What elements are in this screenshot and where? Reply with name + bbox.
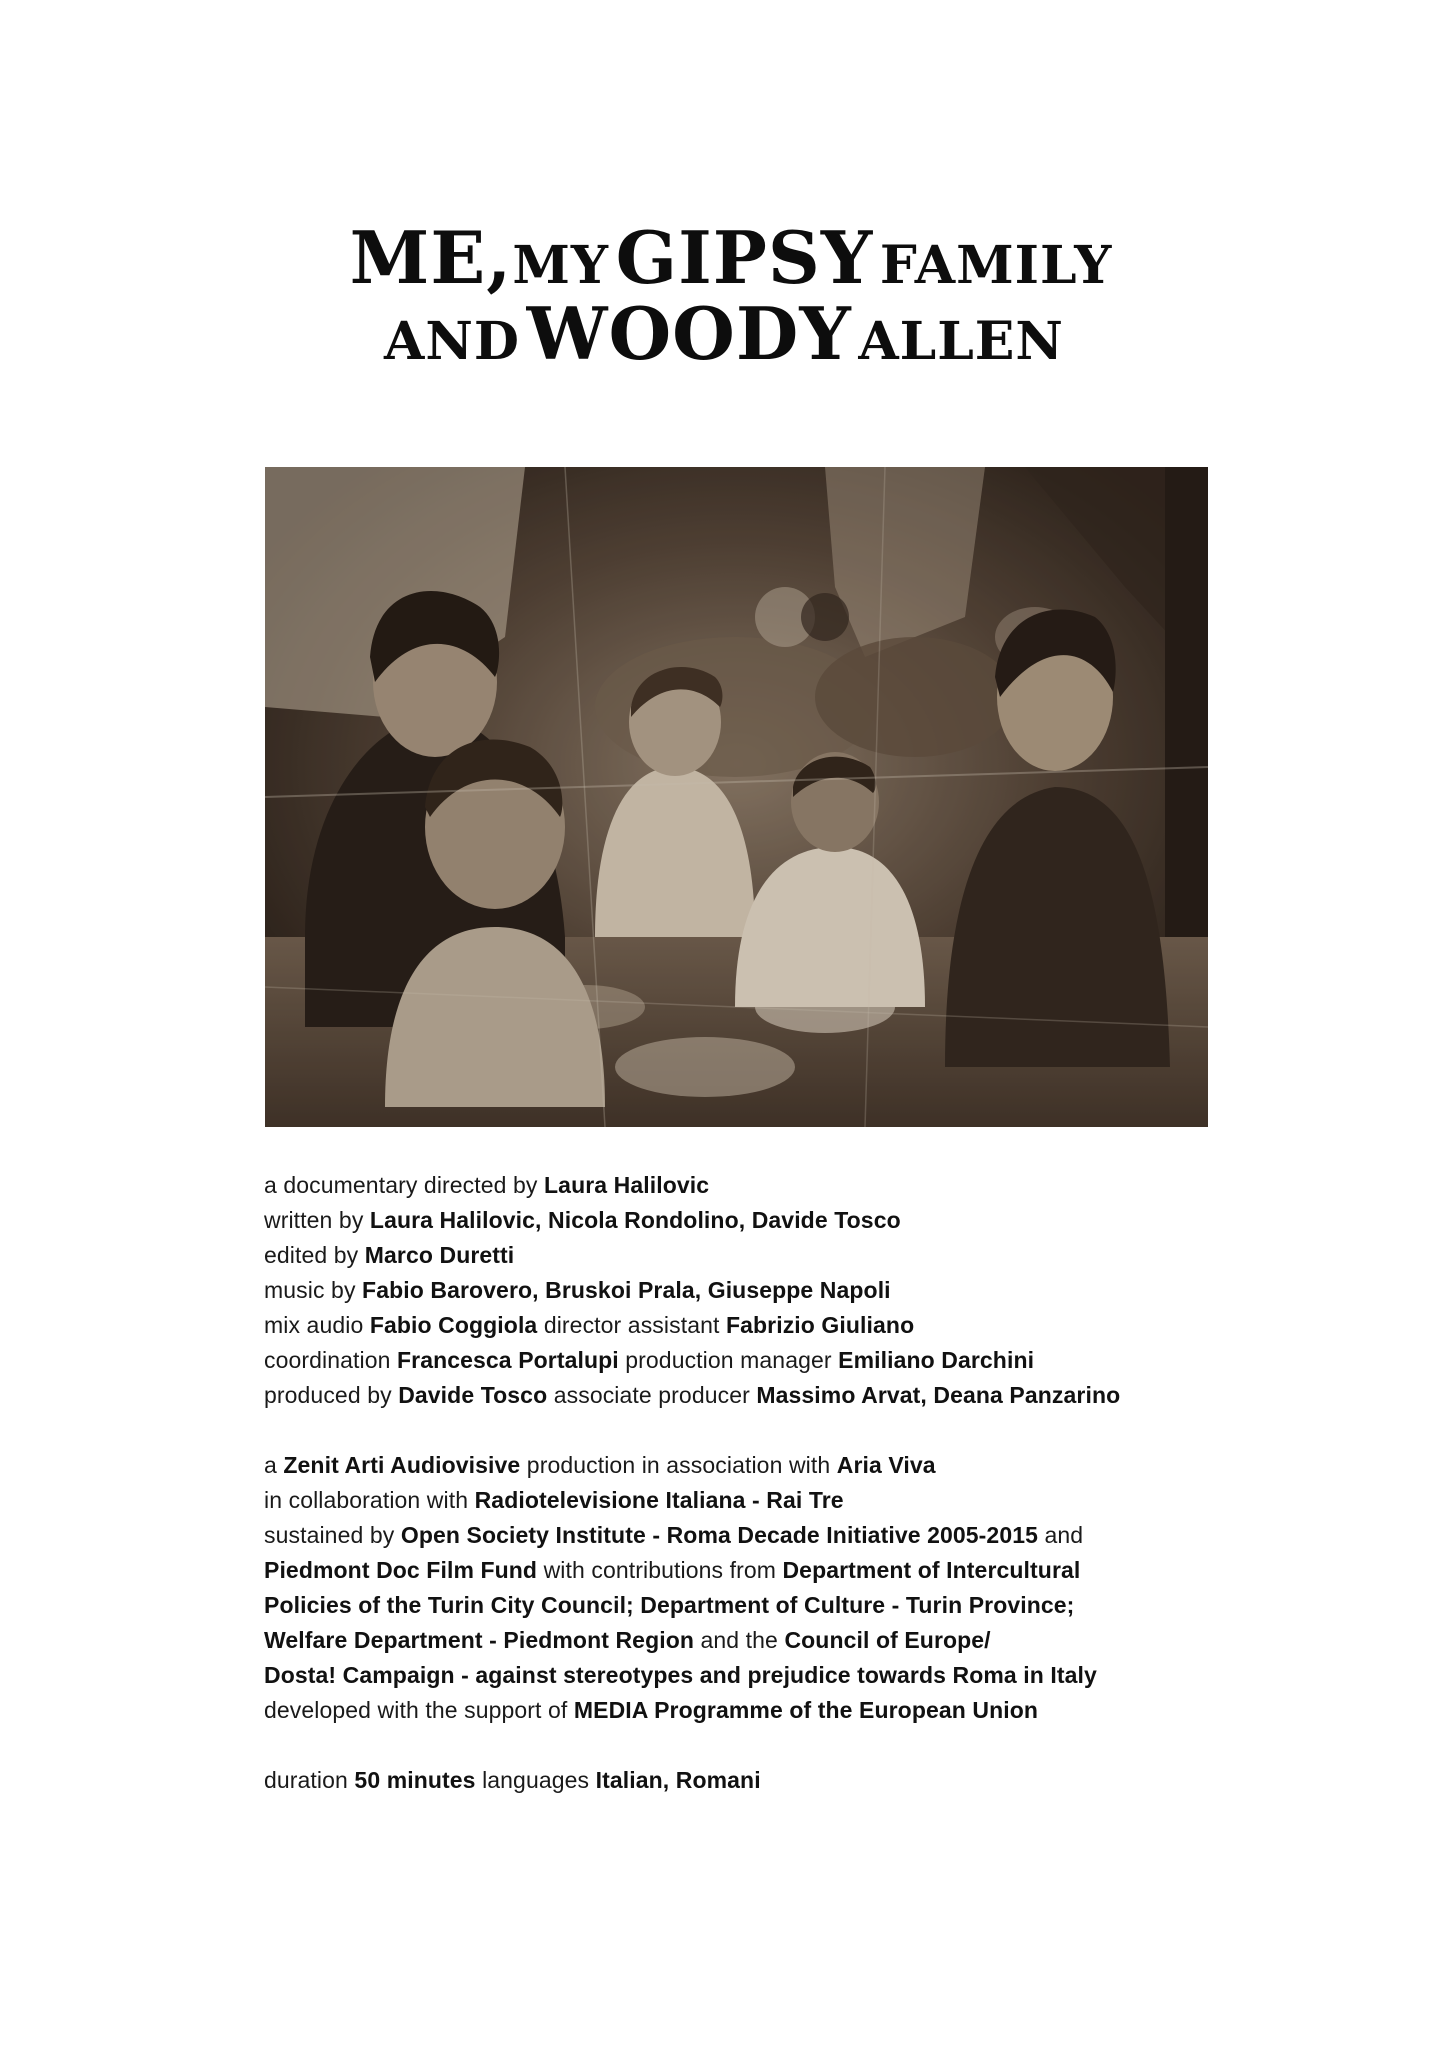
family-photo	[265, 467, 1208, 1127]
credit-role: developed with the support of	[264, 1697, 574, 1723]
credit-name: MEDIA Programme of the European Union	[573, 1697, 1039, 1723]
credit-name: Department of Intercultural	[782, 1557, 1081, 1583]
credit-role: in collaboration with	[264, 1487, 475, 1513]
credit-line	[264, 1658, 1264, 1693]
title-line-2	[0, 291, 1448, 376]
credit-role: sustained by	[264, 1522, 401, 1548]
credit-line	[264, 1553, 1264, 1588]
credit-role: mix audio	[264, 1312, 370, 1338]
document-title	[0, 215, 1448, 376]
credit-line	[264, 1168, 1264, 1203]
credits-spacer	[264, 1728, 1264, 1763]
credit-line	[264, 1238, 1264, 1273]
credit-name: Dosta! Campaign - against stereotypes and prejudice towards Roma in Italy	[264, 1662, 1097, 1688]
credit-name: Massimo Arvat, Deana Panzarino	[756, 1382, 1121, 1408]
credit-line	[264, 1378, 1264, 1413]
credit-line	[264, 1448, 1264, 1483]
credit-line	[264, 1763, 1264, 1798]
credit-name: Aria Viva	[836, 1452, 936, 1478]
credit-name: Zenit Arti Audiovisive	[283, 1452, 521, 1478]
credit-role: music by	[264, 1277, 363, 1303]
family-photo-icon	[265, 467, 1208, 1127]
credit-name: Fabrizio Giuliano	[725, 1312, 915, 1338]
credits-spacer	[264, 1413, 1264, 1448]
credit-role: duration	[264, 1767, 355, 1793]
credit-name: Laura Halilovic	[544, 1172, 710, 1198]
title-word: MY	[512, 235, 609, 296]
credit-name: Italian, Romani	[595, 1767, 761, 1793]
credit-name: Emiliano Darchini	[838, 1347, 1035, 1373]
title-word: GIPSY	[615, 215, 874, 300]
credit-name: Davide Tosco	[398, 1382, 548, 1408]
credit-line	[264, 1203, 1264, 1238]
title-word: ALLEN	[858, 311, 1064, 372]
credit-role: and	[1038, 1522, 1084, 1548]
credit-name: Fabio Coggiola	[369, 1312, 538, 1338]
credit-role: director assistant	[537, 1312, 726, 1338]
credit-name: Welfare Department - Piedmont Region	[264, 1627, 695, 1653]
credit-line	[264, 1483, 1264, 1518]
credit-line	[264, 1273, 1264, 1308]
credit-role: languages	[475, 1767, 596, 1793]
credit-line	[264, 1623, 1264, 1658]
title-word: AND	[384, 311, 521, 372]
credit-name: Policies of the Turin City Council; Department of Culture - Turin Province;	[264, 1592, 1075, 1618]
credit-line	[264, 1308, 1264, 1343]
credit-name: Council of Europe/	[784, 1627, 991, 1653]
credit-role: produced by	[264, 1382, 399, 1408]
credit-line	[264, 1588, 1264, 1623]
title-word: WOODY	[526, 291, 852, 376]
credit-name: Laura Halilovic, Nicola Rondolino, Davide Tosco	[369, 1207, 901, 1233]
credit-role: with contributions from	[537, 1557, 783, 1583]
credit-role: production manager	[618, 1347, 839, 1373]
credit-role: written by	[264, 1207, 370, 1233]
credit-name: 50 minutes	[354, 1767, 476, 1793]
title-line-1	[14, 215, 1448, 300]
credit-role: coordination	[264, 1347, 397, 1373]
credit-name: Marco Duretti	[364, 1242, 515, 1268]
credit-role: edited by	[264, 1242, 365, 1268]
credit-name: Piedmont Doc Film Fund	[264, 1557, 538, 1583]
credit-name: Open Society Institute - Roma Decade Initiative 2005-2015	[400, 1522, 1038, 1548]
credit-role: production in association with	[520, 1452, 837, 1478]
credit-line	[264, 1693, 1264, 1728]
credit-role: associate producer	[547, 1382, 757, 1408]
credit-role: a documentary directed by	[264, 1172, 545, 1198]
credit-name: Fabio Barovero, Bruskoi Prala, Giuseppe Napoli	[362, 1277, 891, 1303]
credit-role: and the	[694, 1627, 785, 1653]
credit-role: a	[264, 1452, 284, 1478]
title-word: FAMILY	[879, 235, 1113, 296]
credit-name: Radiotelevisione Italiana - Rai Tre	[474, 1487, 844, 1513]
credit-line	[264, 1518, 1264, 1553]
credits-block	[264, 1168, 1264, 1798]
title-word: ME,	[349, 215, 513, 300]
credit-name: Francesca Portalupi	[397, 1347, 619, 1373]
credit-line	[264, 1343, 1264, 1378]
